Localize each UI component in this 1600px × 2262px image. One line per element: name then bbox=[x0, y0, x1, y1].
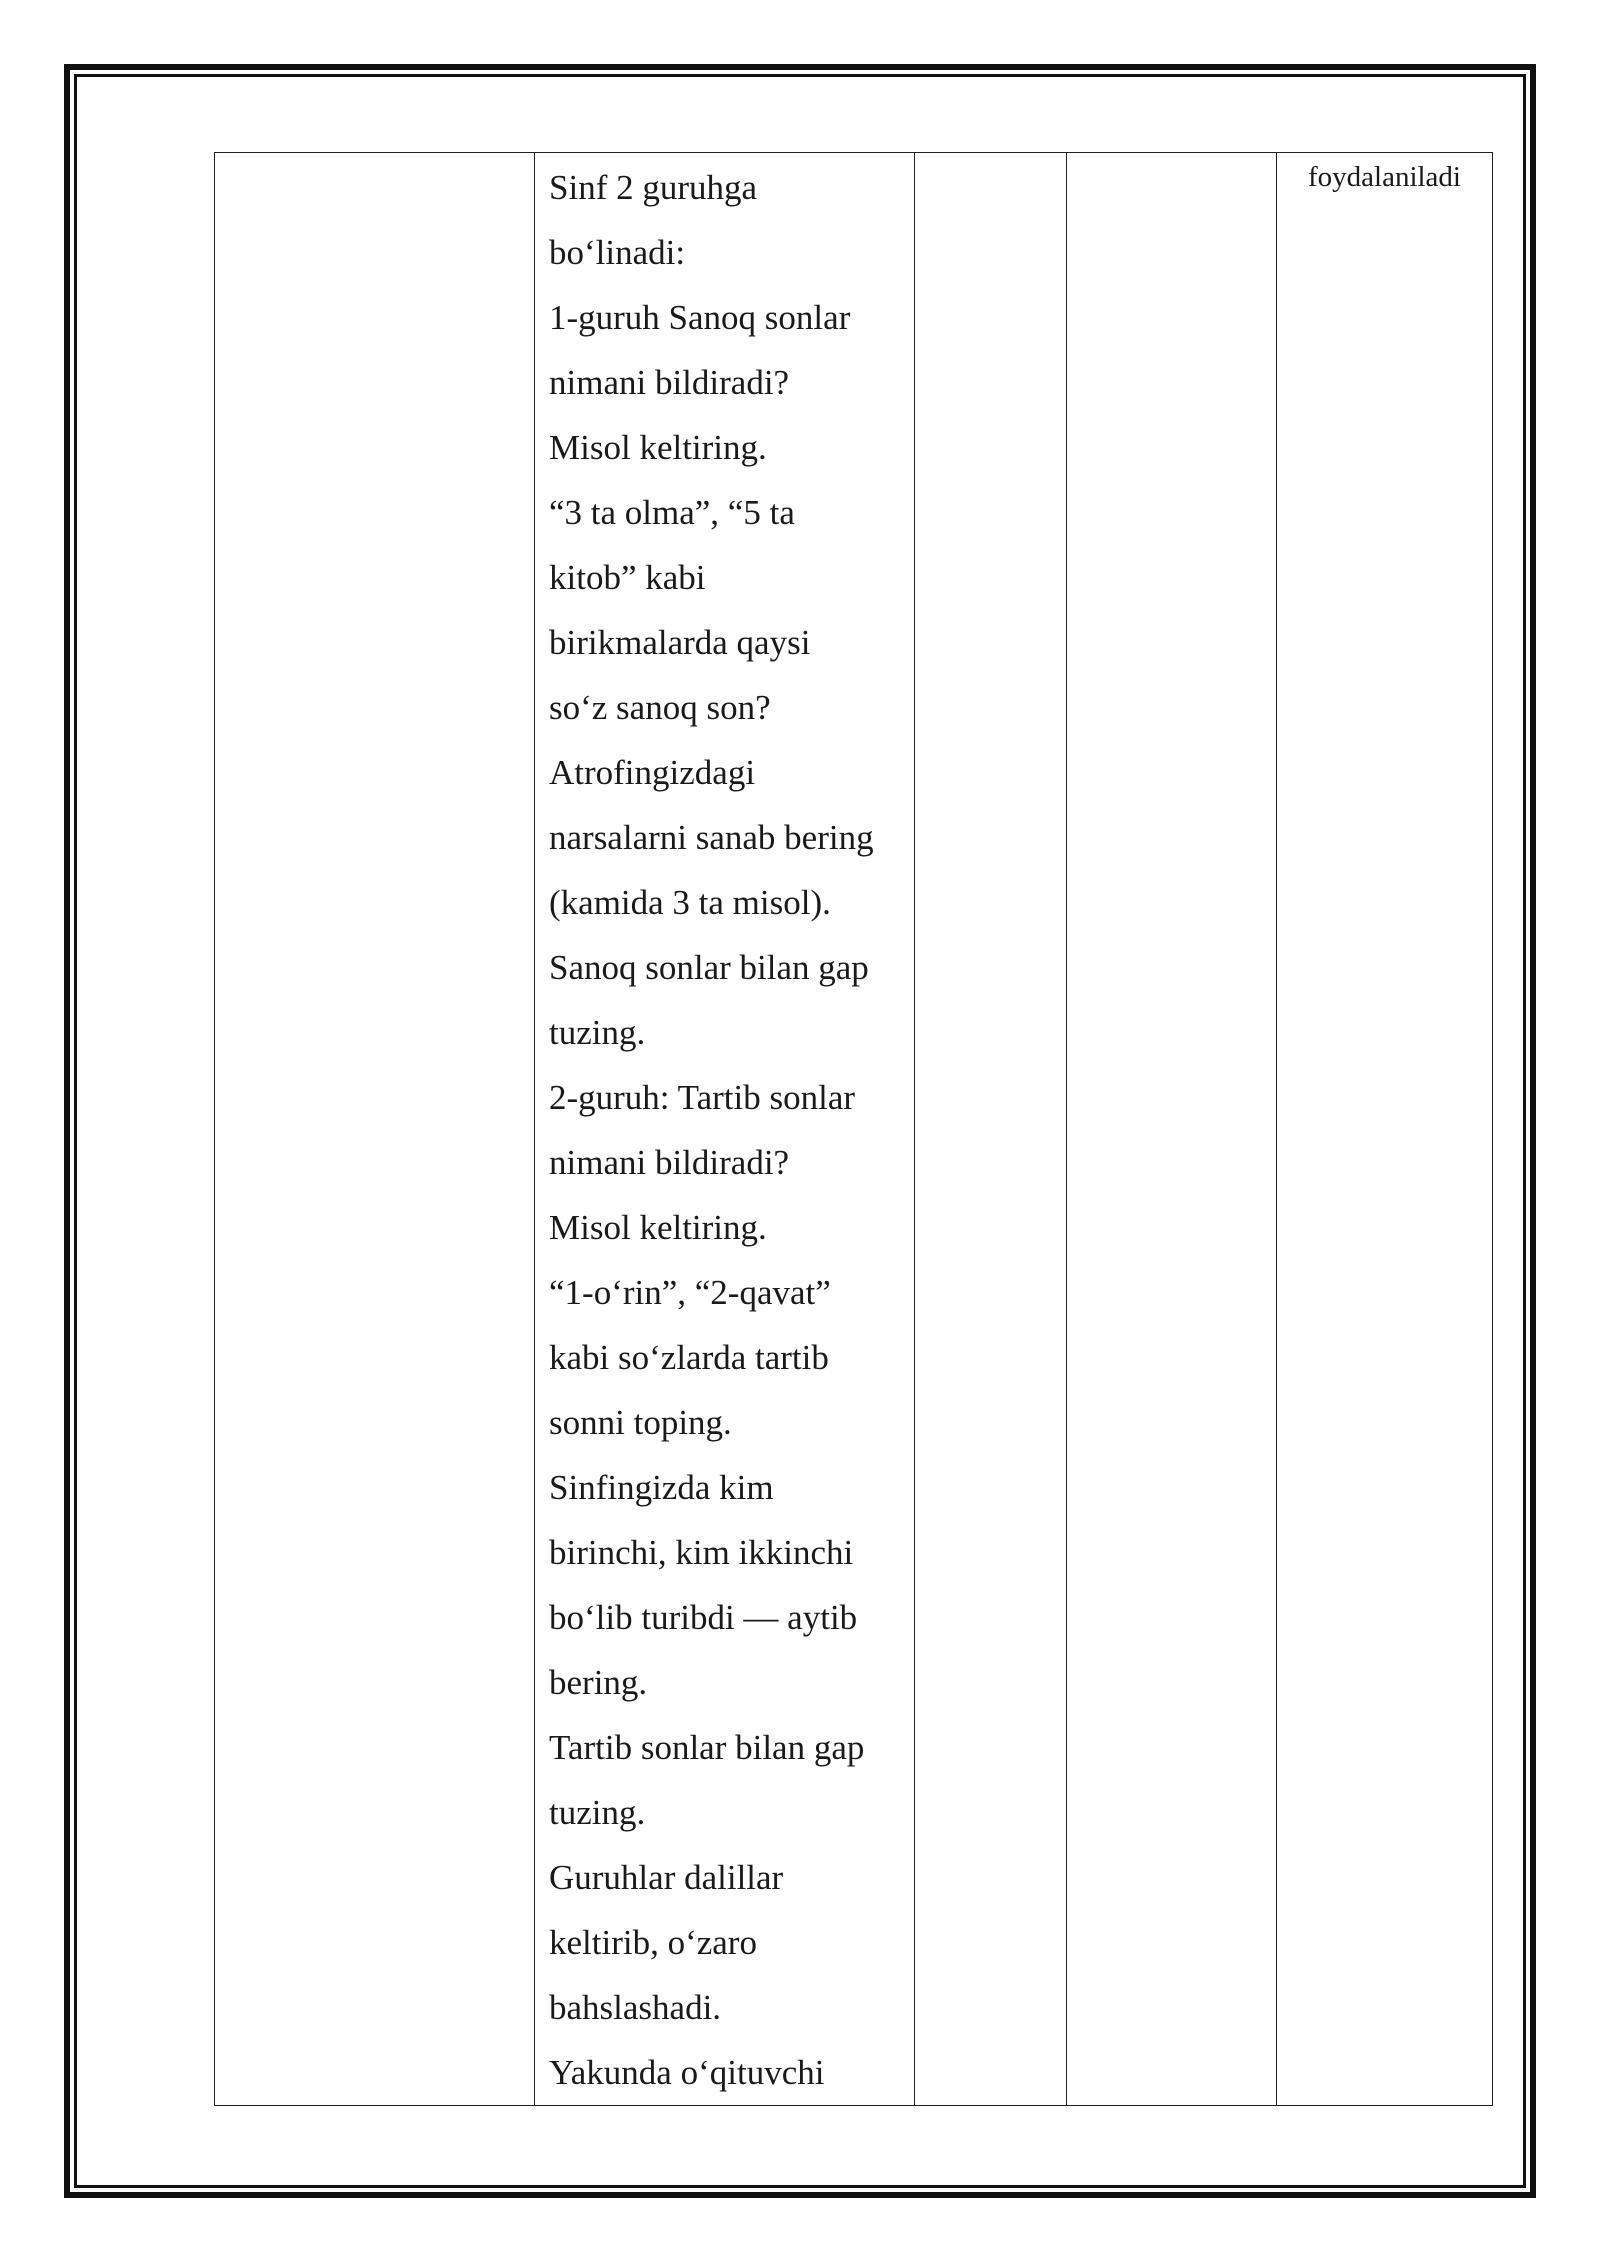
activity-line: Sinfingizda kim bbox=[549, 1468, 774, 1507]
activity-line: Sinf 2 guruhga bbox=[549, 168, 758, 207]
activity-line: bahslashadi. bbox=[549, 1988, 722, 2027]
activity-line: sonni toping. bbox=[549, 1403, 732, 1442]
activity-line: Tartib sonlar bilan gap bbox=[549, 1728, 865, 1767]
activity-line: 1-guruh Sanoq sonlar bbox=[549, 298, 851, 337]
activity-line: bo‘linadi: bbox=[549, 233, 686, 272]
activity-line: “1-o‘rin”, “2-qavat” bbox=[549, 1273, 831, 1312]
activity-line: so‘z sanoq son? bbox=[549, 688, 771, 727]
activity-line: Atrofingizdagi bbox=[549, 753, 756, 792]
table-cell-empty-1 bbox=[915, 153, 1067, 2106]
activity-line: bering. bbox=[549, 1663, 648, 1702]
activity-line: “3 ta olma”, “5 ta bbox=[549, 493, 795, 532]
activity-line: birinchi, kim ikkinchi bbox=[549, 1533, 854, 1572]
activity-line: tuzing. bbox=[549, 1793, 646, 1832]
activity-line: (kamida 3 ta misol). bbox=[549, 883, 831, 922]
activity-line: tuzing. bbox=[549, 1013, 646, 1052]
activity-line: keltirib, o‘zaro bbox=[549, 1923, 757, 1962]
activity-line: birikmalarda qaysi bbox=[549, 623, 811, 662]
activity-line: Sanoq sonlar bilan gap bbox=[549, 948, 869, 987]
activity-line: Guruhlar dalillar bbox=[549, 1858, 784, 1897]
table-row bbox=[215, 153, 1493, 2106]
activity-line: 2-guruh: Tartib sonlar bbox=[549, 1078, 856, 1117]
table-cell-empty-2 bbox=[1067, 153, 1277, 2106]
lesson-plan-table bbox=[214, 152, 1493, 2106]
activity-line: nimani bildiradi? bbox=[549, 363, 790, 402]
activity-line: Misol keltiring. bbox=[549, 1208, 767, 1247]
table-cell-resources bbox=[1277, 153, 1493, 2106]
teacher-activity-text bbox=[535, 155, 914, 2105]
activity-line: Yakunda o‘qituvchi bbox=[549, 2053, 825, 2092]
activity-line: kabi so‘zlarda tartib bbox=[549, 1338, 829, 1377]
activity-line: bo‘lib turibdi — aytib bbox=[549, 1598, 858, 1637]
table-cell-teacher-activity bbox=[535, 153, 915, 2106]
resources-text: foydalaniladi bbox=[1307, 161, 1461, 193]
activity-line: nimani bildiradi? bbox=[549, 1143, 790, 1182]
activity-line: kitob” kabi bbox=[549, 558, 706, 597]
activity-line: Misol keltiring. bbox=[549, 428, 767, 467]
table-cell-stage bbox=[215, 153, 535, 2106]
activity-line: narsalarni sanab bering bbox=[549, 818, 874, 857]
